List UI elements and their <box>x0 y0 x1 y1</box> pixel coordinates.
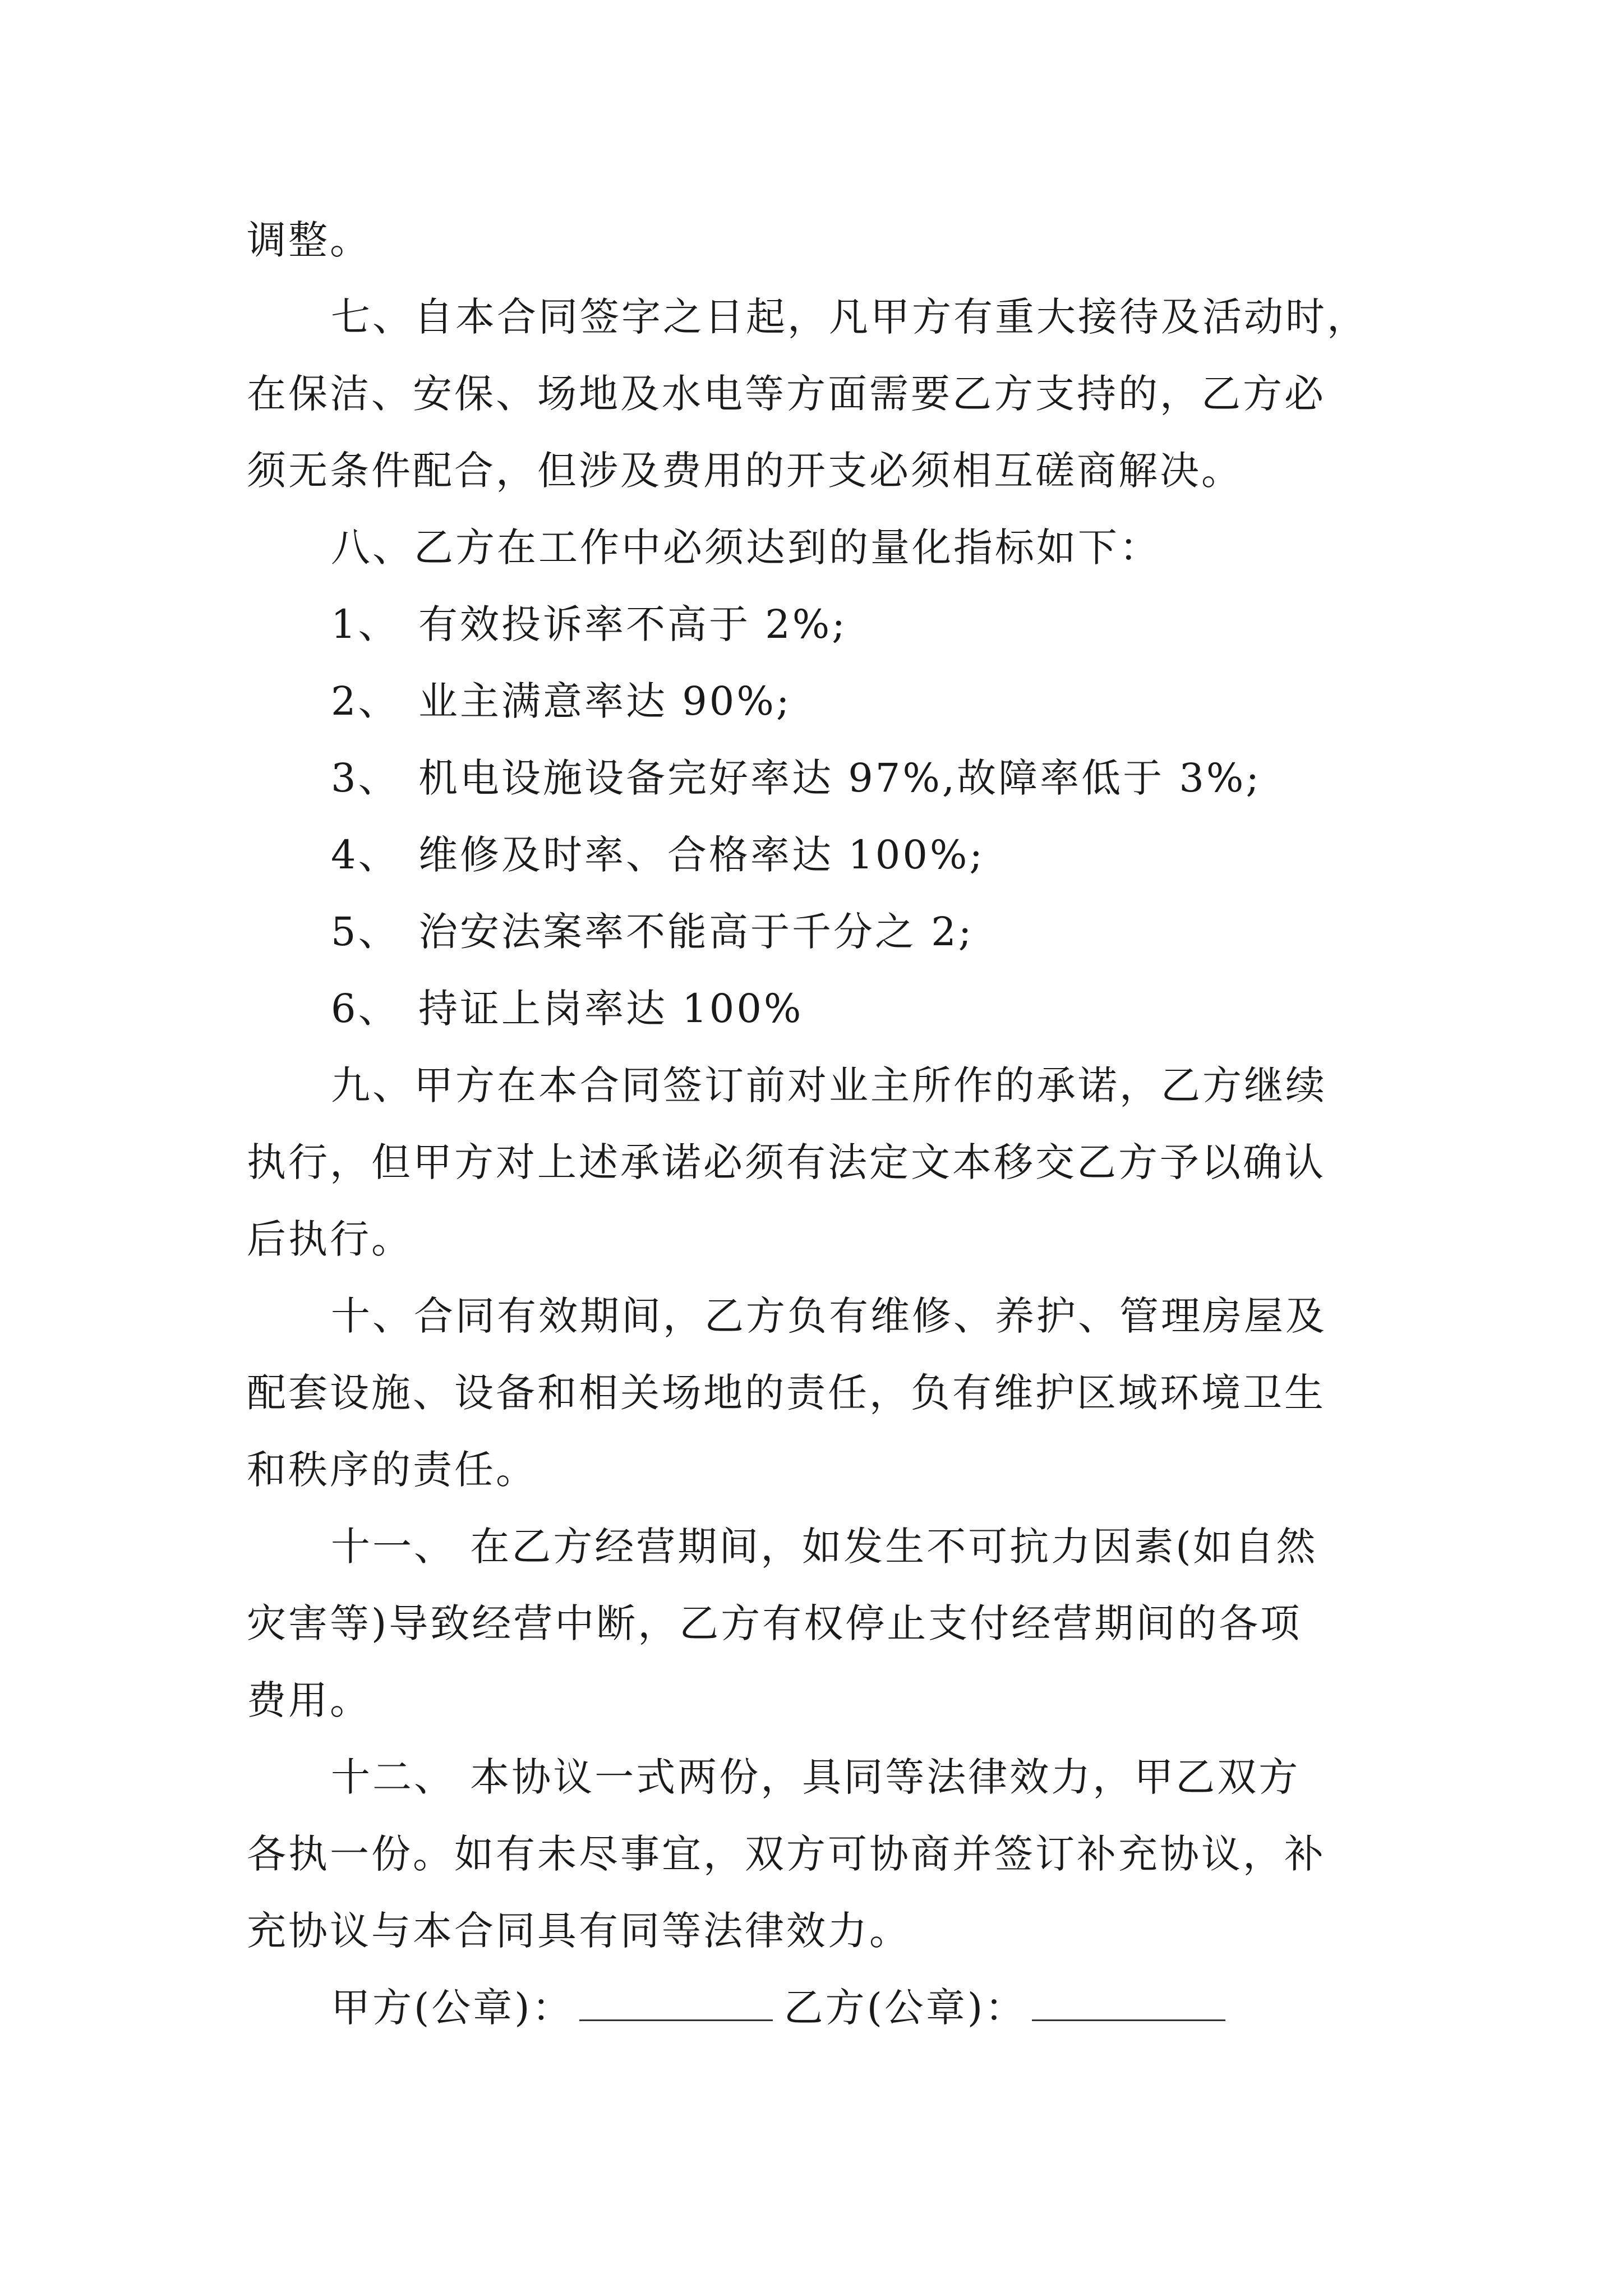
list-item-number: 1、 <box>331 601 400 647</box>
text-line: 充协议与本合同具有同等法律效力。 <box>247 1908 911 1954</box>
clause-7: 七、自本合同签字之日起，凡甲方有重大接待及活动时， <box>331 294 1368 340</box>
list-item-text: 机电设施设备完好率达 97%,故障率低于 3%; <box>418 755 1261 801</box>
clause-10: 十、合同有效期间，乙方负有维修、养护、管理房屋及 <box>331 1293 1327 1339</box>
list-item <box>247 817 1380 894</box>
list-item <box>247 740 1380 817</box>
clause-8: 八、乙方在工作中必须达到的量化指标如下： <box>331 524 1161 570</box>
text-line: 调整。 <box>247 217 371 263</box>
list-item-number: 3、 <box>331 755 400 801</box>
text-line: 和秩序的责任。 <box>247 1447 537 1493</box>
text-line: 在保洁、安保、场地及水电等方面需要乙方支持的，乙方必 <box>247 371 1326 417</box>
clause-11: 十一、 在乙方经营期间，如发生不可抗力因素(如自然 <box>331 1524 1318 1570</box>
list-item <box>247 663 1380 740</box>
party-a-signature-line <box>579 1986 773 2021</box>
list-item <box>247 970 1380 1047</box>
list-item-text: 业主满意率达 90%; <box>418 678 792 724</box>
text-line: 后执行。 <box>247 1216 413 1262</box>
clause-12: 十二、 本协议一式两份，具同等法律效力，甲乙双方 <box>331 1754 1301 1800</box>
text-line: 灾害等)导致经营中断，乙方有权停止支付经营期间的各项 <box>247 1600 1302 1646</box>
party-b-signature-line <box>1032 1986 1225 2021</box>
text-line: 须无条件配合，但涉及费用的开支必须相互磋商解决。 <box>247 448 1243 494</box>
text-line: 费用。 <box>247 1677 371 1723</box>
clause-9: 九、甲方在本合同签订前对业主所作的承诺，乙方继续 <box>331 1062 1327 1108</box>
list-item-text: 持证上岗率达 100% <box>418 986 804 1032</box>
list-item-text: 有效投诉率不高于 2%; <box>418 601 847 647</box>
list-item-text: 维修及时率、合格率达 100%; <box>418 832 985 878</box>
list-item-number: 6、 <box>331 986 400 1032</box>
list-item-number: 2、 <box>331 678 400 724</box>
list-item-number: 5、 <box>331 909 400 955</box>
party-a-label: 甲方(公章)： <box>331 1985 574 2031</box>
list-item-number: 4、 <box>331 832 400 878</box>
text-line: 各执一份。如有未尽事宜，双方可协商并签订补充协议，补 <box>247 1831 1326 1877</box>
text-line: 执行，但甲方对上述承诺必须有法定文本移交乙方予以确认 <box>247 1139 1326 1185</box>
party-b-label: 乙方(公章)： <box>783 1985 1027 2031</box>
text-line: 配套设施、设备和相关场地的责任，负有维护区域环境卫生 <box>247 1370 1326 1416</box>
list-item-text: 治安法案率不能高于千分之 2; <box>418 909 974 955</box>
list-item <box>247 894 1380 970</box>
contract-page <box>247 202 1380 2046</box>
signature-row <box>247 1970 1380 2046</box>
list-item <box>247 586 1380 663</box>
